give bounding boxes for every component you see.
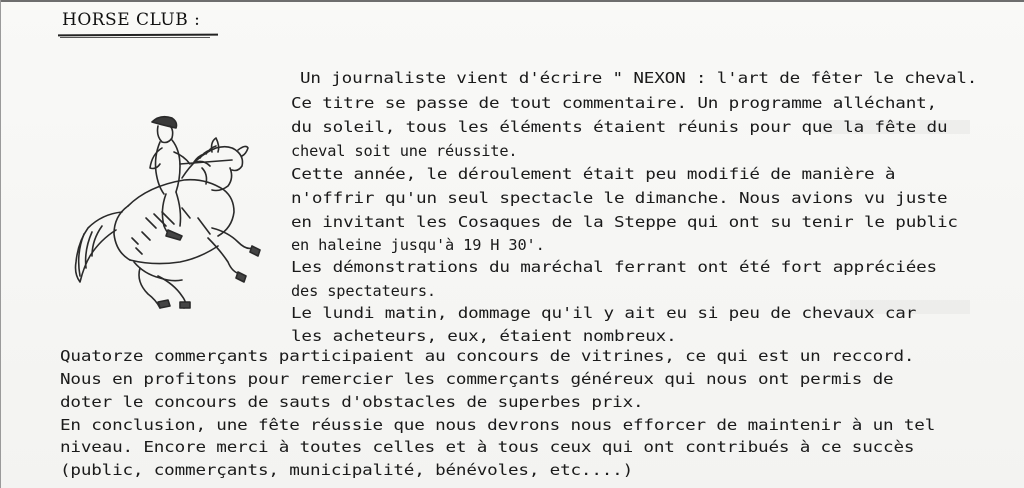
heading-underline (58, 34, 218, 37)
text-line: en haleine jusqu'à 19 H 30'. (291, 236, 545, 254)
text-line: Ce titre se passe de tout commentaire. Un programme alléchant, (291, 94, 937, 112)
text-line: Nous en profitons pour remercier les commerçants généreux qui nous ont permis de (60, 370, 894, 388)
text-line: n'offrir qu'un seul spectacle le dimanche. Nous avions vu juste (291, 189, 948, 207)
text-line: doter le concours de sauts d'obstacles de superbes prix. (60, 393, 644, 411)
text-line: (public, commerçants, municipalité, bénévoles, etc....) (60, 461, 634, 479)
text-line: Le lundi matin, dommage qu'il y ait eu si peu de chevaux car (291, 304, 917, 322)
text-line: Un journaliste vient d'écrire " NEXON : l'art de fêter le cheval. (300, 69, 978, 87)
text-line: cheval soit une réussite. (291, 142, 518, 160)
text-line: les acheteurs, eux, étaient nombreux. (291, 327, 677, 345)
heading-underline-secondary (60, 37, 210, 38)
text-line: En conclusion, une fête réussie que nous devrons nous efforcer de maintenir à un tel (60, 416, 936, 434)
text-line: niveau. Encore merci à toutes celles et à tous ceux qui ont contribués à ce succès (60, 438, 915, 456)
text-line: des spectateurs. (291, 282, 436, 300)
scan-top-edge (0, 0, 1024, 2)
text-line: du soleil, tous les éléments étaient réunis pour que la fête du (291, 118, 948, 136)
scan-left-edge (0, 0, 1, 488)
text-line: Quatorze commerçants participaient au concours de vitrines, ce qui est un reccord. (60, 347, 915, 365)
horse-rider-icon (62, 108, 268, 314)
text-line: en invitant les Cosaques de la Steppe qui ont su tenir le public (291, 213, 958, 231)
text-line: Les démonstrations du maréchal ferrant ont été fort appréciées (291, 258, 937, 276)
text-line: Cette année, le déroulement était peu modifié de manière à (291, 165, 896, 183)
section-heading: HORSE CLUB : (62, 10, 201, 30)
